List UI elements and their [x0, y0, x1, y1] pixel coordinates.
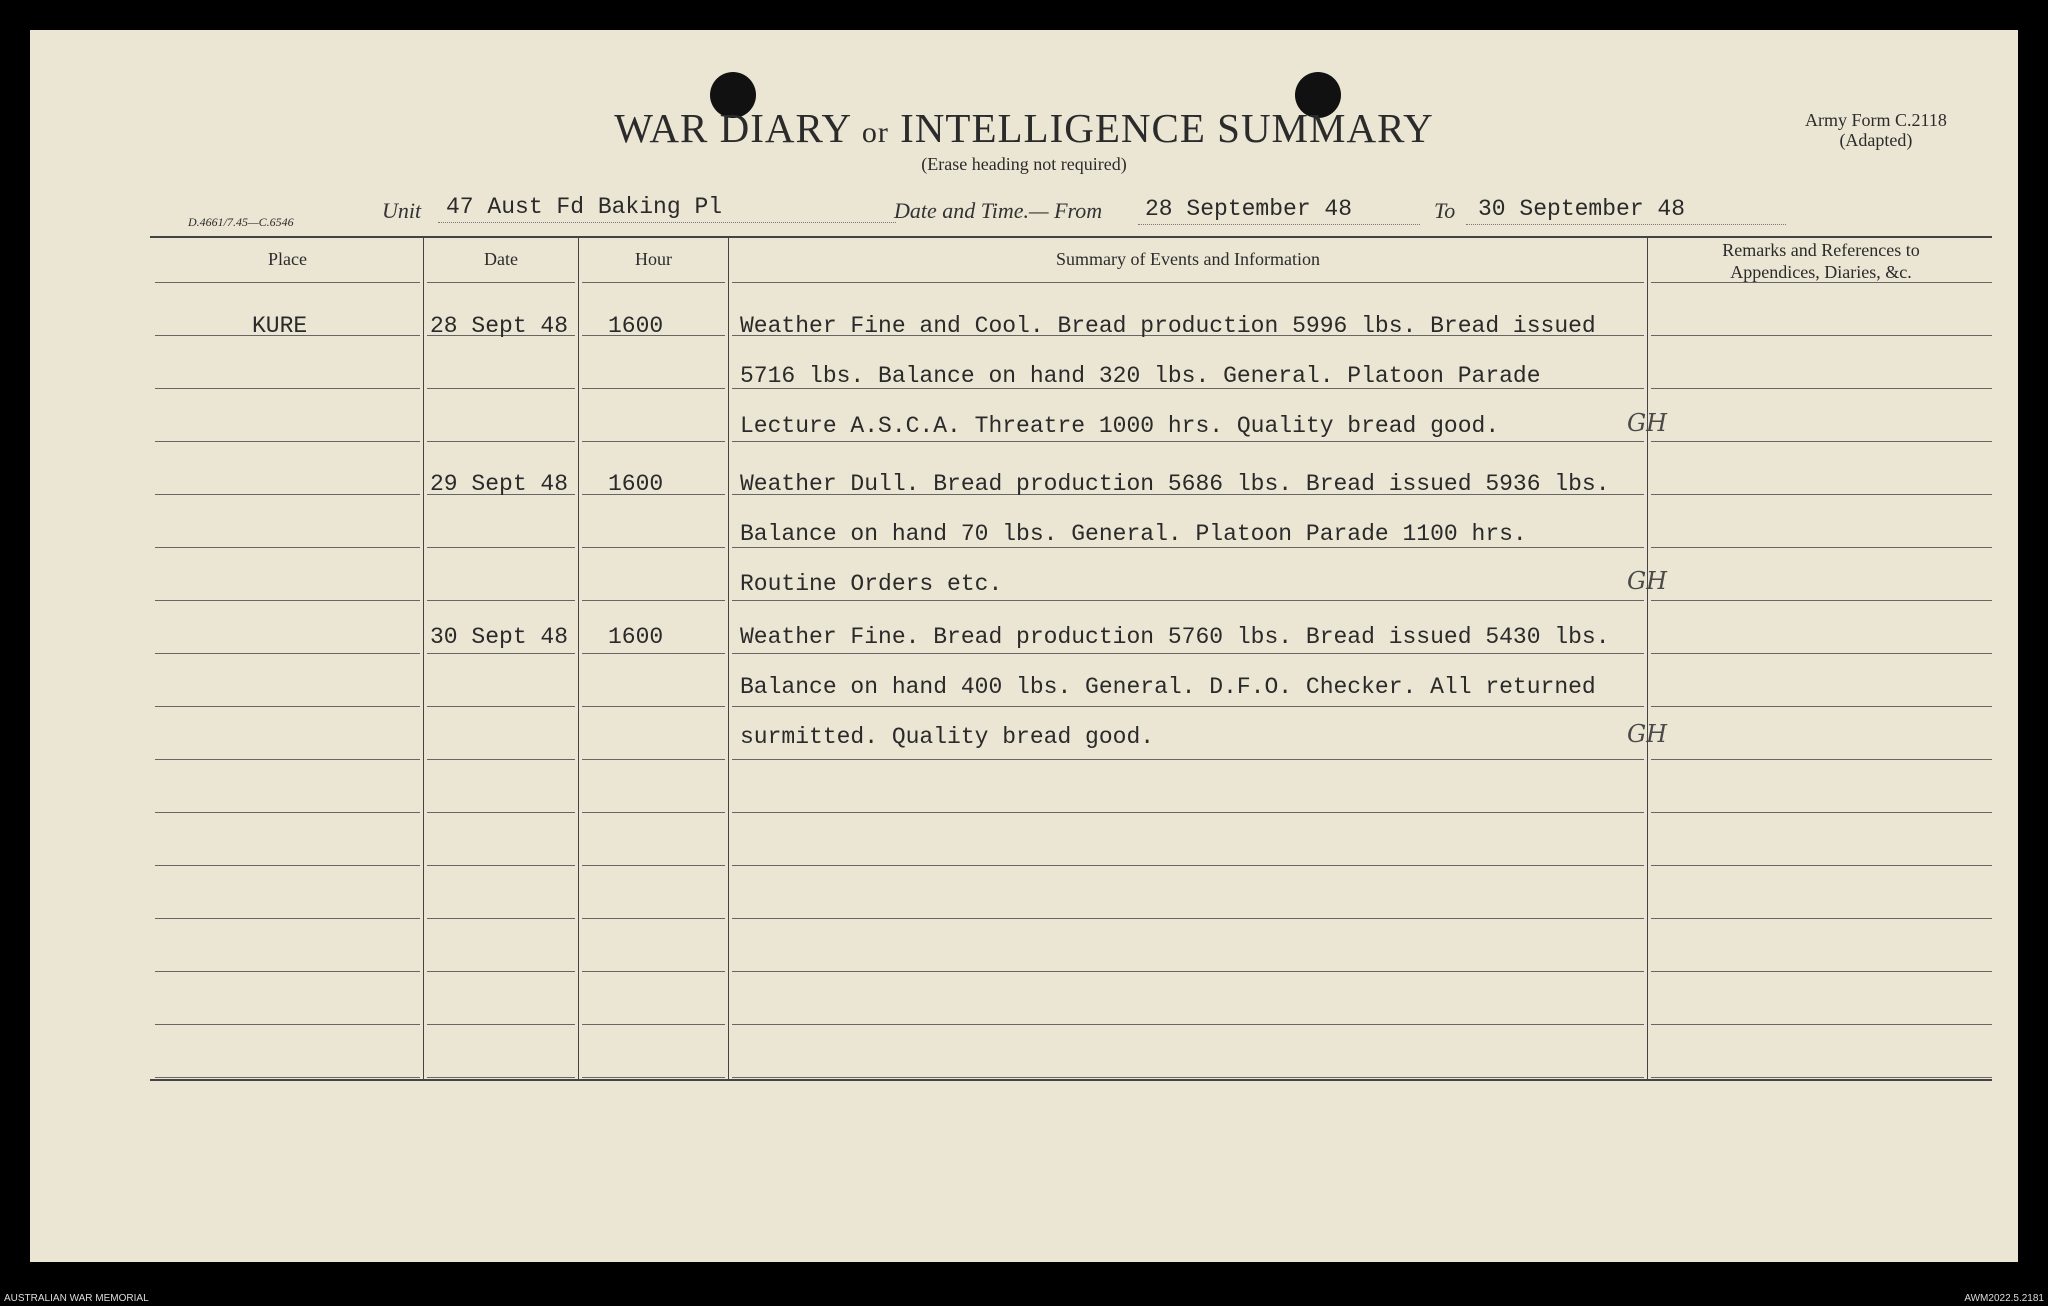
rule-line	[155, 388, 420, 389]
date-to-label: To	[1434, 198, 1456, 223]
rule-line	[732, 865, 1644, 866]
rule-line	[582, 653, 725, 654]
rule-line	[1651, 918, 1992, 919]
entry-date: 30 Sept 48	[430, 624, 569, 650]
rule-line	[155, 812, 420, 813]
rule-line	[155, 759, 420, 760]
rule-line	[155, 282, 420, 283]
rule-line	[427, 706, 575, 707]
rule-line	[732, 706, 1644, 707]
rule-line	[155, 918, 420, 919]
rule-line	[732, 282, 1644, 283]
rule-line	[1651, 1077, 1992, 1078]
entry-hour: 1600	[608, 624, 664, 650]
rule-line	[1651, 812, 1992, 813]
rule-line	[155, 653, 420, 654]
rule-line	[582, 865, 725, 866]
table-top-border	[150, 236, 1992, 238]
adapted-note: (Adapted)	[1839, 130, 1913, 150]
rule-line	[732, 653, 1644, 654]
entry-summary-line: Balance on hand 70 lbs. General. Platoon Parade 1100 hrs.	[740, 521, 1527, 547]
form-code: D.4661/7.45—C.6546	[188, 215, 294, 229]
rule-line	[582, 547, 725, 548]
date-to-value: 30 September 48	[1478, 196, 1686, 222]
footer-right: AWM2022.5.2181	[1964, 1293, 2044, 1304]
rule-line	[427, 971, 575, 972]
entry-summary-line: Weather Dull. Bread production 5686 lbs. Bread issued 5936 lbs.	[740, 471, 1610, 497]
entry-hour: 1600	[608, 313, 664, 339]
army-form-number: Army Form C.2118	[1805, 110, 1947, 130]
rule-line	[155, 865, 420, 866]
title-or: or	[861, 116, 889, 149]
form-title	[30, 104, 2018, 152]
rule-line	[1651, 600, 1992, 601]
rule-line	[427, 865, 575, 866]
rule-line	[155, 494, 420, 495]
col-divider-date	[578, 236, 579, 1079]
rule-line	[155, 706, 420, 707]
entry-place: KURE	[252, 313, 308, 339]
header-remarks-line1: Remarks and References to	[1722, 240, 1920, 260]
entry-initials: GH	[1627, 567, 1668, 595]
entry-summary-line: Lecture A.S.C.A. Threatre 1000 hrs. Quality bread good.	[740, 413, 1500, 439]
rule-line	[427, 547, 575, 548]
rule-line	[732, 759, 1644, 760]
rule-line	[1651, 1024, 1992, 1025]
rule-line	[1651, 282, 1992, 283]
header-summary: Summary of Events and Information	[1056, 249, 1320, 269]
unit-underline	[438, 222, 896, 223]
footer-left: AUSTRALIAN WAR MEMORIAL	[4, 1293, 149, 1304]
entry-hour: 1600	[608, 471, 664, 497]
entry-initials: GH	[1627, 409, 1668, 437]
entry-initials: GH	[1627, 720, 1668, 748]
date-from-value: 28 September 48	[1145, 196, 1353, 222]
header-remarks-line2: Appendices, Diaries, &c.	[1730, 262, 1912, 282]
rule-line	[155, 1077, 420, 1078]
rule-line	[1651, 865, 1992, 866]
header-remarks	[1651, 239, 1991, 283]
rule-line	[1651, 706, 1992, 707]
rule-line	[582, 600, 725, 601]
rule-line	[427, 1024, 575, 1025]
entry-summary-line: Routine Orders etc.	[740, 571, 1003, 597]
rule-line	[582, 1024, 725, 1025]
rule-line	[427, 759, 575, 760]
rule-line	[1651, 388, 1992, 389]
rule-line	[582, 282, 725, 283]
rule-line	[427, 1077, 575, 1078]
title-war-diary: WAR DIARY	[614, 105, 851, 151]
rule-line	[582, 441, 725, 442]
erase-note: (Erase heading not required)	[921, 154, 1127, 174]
rule-line	[732, 600, 1644, 601]
rule-line	[582, 388, 725, 389]
rule-line	[732, 918, 1644, 919]
rule-line	[1651, 759, 1992, 760]
rule-line	[732, 547, 1644, 548]
header-place: Place	[268, 249, 307, 269]
unit-value: 47 Aust Fd Baking Pl	[446, 194, 723, 220]
rule-line	[155, 1024, 420, 1025]
entry-summary-line: 5716 lbs. Balance on hand 320 lbs. General. Platoon Parade	[740, 363, 1541, 389]
entry-date: 28 Sept 48	[430, 313, 569, 339]
entry-summary-line: Balance on hand 400 lbs. General. D.F.O. Checker. All returned	[740, 674, 1596, 700]
rule-line	[427, 282, 575, 283]
rule-line	[155, 600, 420, 601]
rule-line	[732, 1077, 1644, 1078]
date-from-label: Date and Time.— From	[894, 198, 1103, 223]
rule-line	[582, 706, 725, 707]
rule-line	[582, 812, 725, 813]
rule-line	[427, 812, 575, 813]
rule-line	[1651, 441, 1992, 442]
unit-label: Unit	[382, 198, 422, 223]
rule-line	[427, 441, 575, 442]
rule-line	[427, 918, 575, 919]
date-to-underline	[1466, 224, 1786, 225]
rule-line	[732, 1024, 1644, 1025]
rule-line	[427, 653, 575, 654]
date-from-underline	[1138, 224, 1420, 225]
header-hour: Hour	[635, 249, 672, 269]
rule-line	[732, 441, 1644, 442]
rule-line	[155, 971, 420, 972]
rule-line	[1651, 653, 1992, 654]
rule-line	[155, 441, 420, 442]
rule-line	[732, 812, 1644, 813]
rule-line	[582, 1077, 725, 1078]
col-divider-summary	[1647, 236, 1648, 1079]
war-diary-page	[30, 30, 2018, 1262]
entry-summary-line: Weather Fine and Cool. Bread production 5996 lbs. Bread issued	[740, 313, 1596, 339]
col-divider-hour	[728, 236, 729, 1079]
rule-line	[1651, 971, 1992, 972]
entry-date: 29 Sept 48	[430, 471, 569, 497]
table-bottom-border	[150, 1079, 1992, 1081]
rule-line	[427, 388, 575, 389]
rule-line	[582, 918, 725, 919]
rule-line	[732, 971, 1644, 972]
rule-line	[582, 971, 725, 972]
rule-line	[1651, 494, 1992, 495]
army-form-block	[1805, 110, 1947, 150]
rule-line	[1651, 335, 1992, 336]
rule-line	[427, 600, 575, 601]
rule-line	[1651, 547, 1992, 548]
col-divider-place	[423, 236, 424, 1079]
entry-summary-line: surmitted. Quality bread good.	[740, 724, 1155, 750]
header-date: Date	[484, 249, 518, 269]
rule-line	[582, 759, 725, 760]
title-intelligence-summary: INTELLIGENCE SUMMARY	[900, 105, 1434, 151]
rule-line	[155, 547, 420, 548]
entry-summary-line: Weather Fine. Bread production 5760 lbs. Bread issued 5430 lbs.	[740, 624, 1610, 650]
